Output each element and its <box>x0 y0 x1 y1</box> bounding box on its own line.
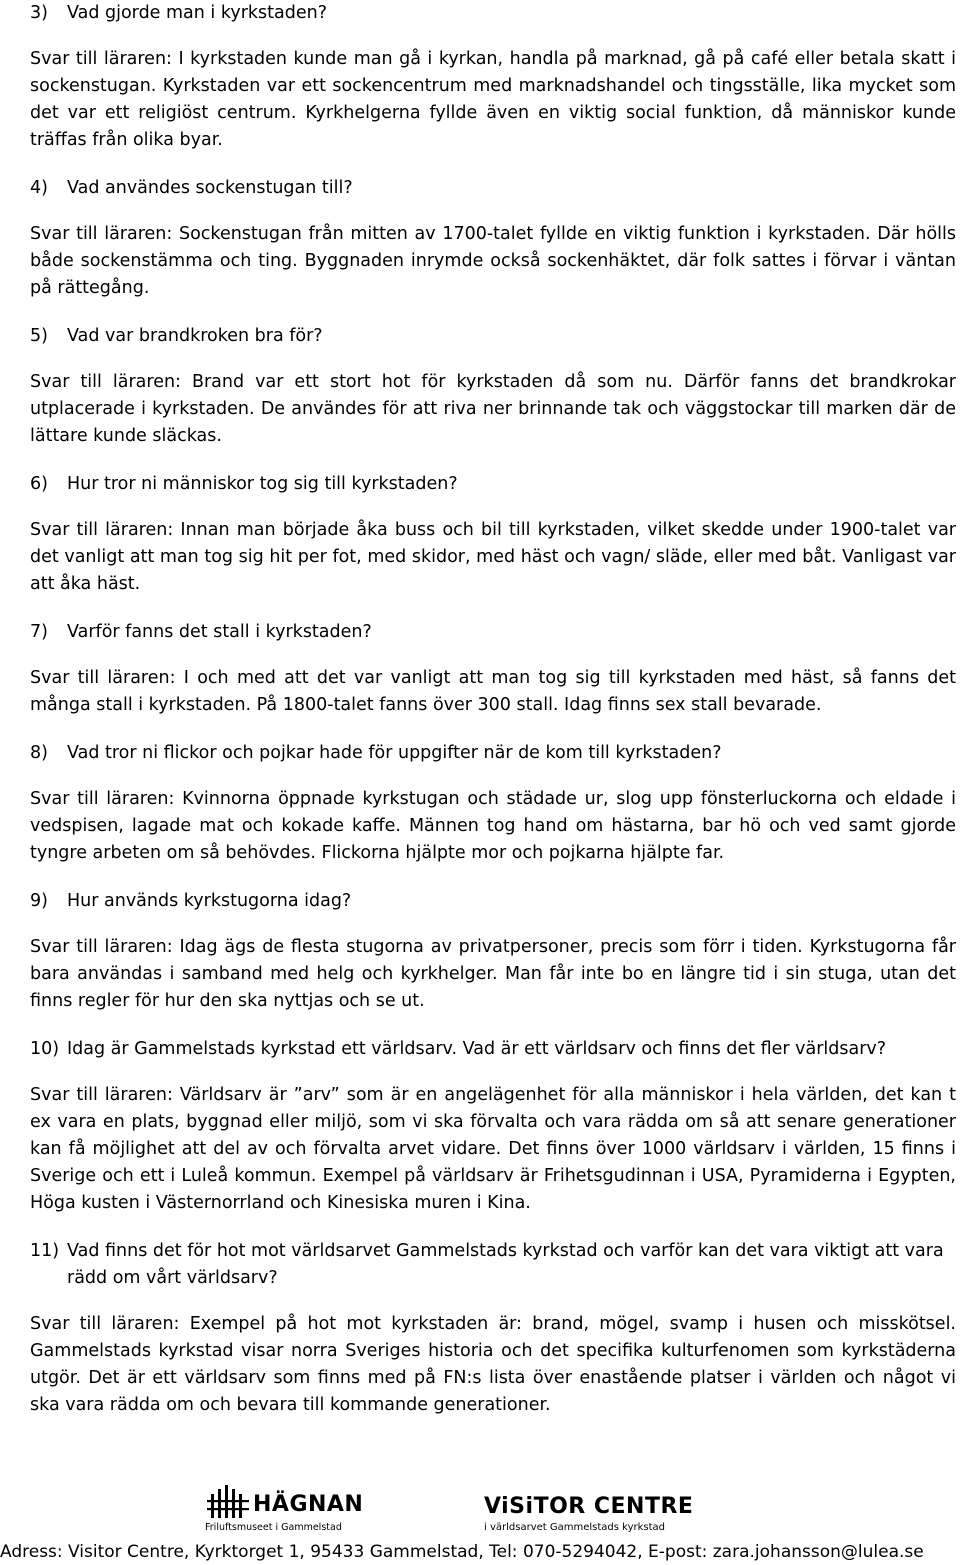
answer-7: Svar till läraren: I och med att det var vanligt att man tog sig till kyrkstaden med häst, så fanns det många stall i kyrkstaden. På 1800-talet fanns över 300 stall. Idag finns sex stall bevarade. <box>30 668 956 715</box>
answer-4: Svar till läraren: Sockenstugan från mitten av 1700-talet fyllde en viktig funktion i kyrkstaden. Där hölls både sockenstämma och ting. Byggnaden inrymde också sockenhäktet, där folk sattes i förvar i väntan på rättegång. <box>30 224 956 298</box>
question-text: Vad gjorde man i kyrkstaden? <box>67 3 328 23</box>
question-3 <box>30 0 956 27</box>
question-4 <box>30 175 956 202</box>
visitor-centre-subtitle: i världsarvet Gammelstads kyrkstad <box>484 1522 666 1533</box>
question-text: Varför fanns det stall i kyrkstaden? <box>67 622 372 642</box>
question-number: 11) <box>30 1241 60 1261</box>
question-5 <box>30 323 956 350</box>
visitor-centre-name: ViSiTOR CENTRE <box>484 1494 694 1519</box>
question-text: Vad finns det för hot mot världsarvet Gammelstads kyrkstad och varför kan det vara viktigt att vara rädd om vårt världsarv? <box>67 1241 944 1288</box>
answer-6: Svar till läraren: Innan man började åka buss och bil till kyrkstaden, vilket skedde under 1900-talet var det vanligt att man tog sig hit per fot, med skidor, med häst och vagn/ släde, eller med båt. Vanligast var att åka häst. <box>30 520 956 594</box>
question-11 <box>30 1238 956 1292</box>
question-text: Idag är Gammelstads kyrkstad ett världsarv. Vad är ett världsarv och finns det fler världsarv? <box>67 1039 887 1059</box>
question-text: Vad tror ni flickor och pojkar hade för uppgifter när de kom till kyrkstaden? <box>67 743 722 763</box>
logos-row <box>0 1482 960 1542</box>
answer-3: Svar till läraren: I kyrkstaden kunde man gå i kyrkan, handla på marknad, gå på café eller betala skatt i sockenstugan. Kyrkstaden var ett sockencentrum med marknadshandel och tingsställe, lika mycket som det var ett religiöst centrum. Kyrkhelgerna fyllde även en viktig social funktion, då människor kunde träffas från olika byar. <box>30 49 956 150</box>
question-number: 5) <box>30 326 48 346</box>
question-10 <box>30 1036 956 1063</box>
question-8 <box>30 740 956 767</box>
question-text: Hur tror ni människor tog sig till kyrkstaden? <box>67 474 458 494</box>
question-text: Vad användes sockenstugan till? <box>67 178 353 198</box>
question-6 <box>30 471 956 498</box>
question-text: Hur används kyrkstugorna idag? <box>67 891 352 911</box>
question-number: 9) <box>30 891 48 911</box>
question-number: 4) <box>30 178 48 198</box>
visitor-centre-logo <box>484 1494 694 1540</box>
question-9 <box>30 888 956 915</box>
question-number: 6) <box>30 474 48 494</box>
question-number: 3) <box>30 3 48 23</box>
footer-address: Adress: Visitor Centre, Kyrktorget 1, 95433 Gammelstad, Tel: 070-5294042, E-post: zara.johansson@lulea.se <box>0 1542 924 1562</box>
answer-9: Svar till läraren: Idag ägs de flesta stugorna av privatpersoner, precis som förr i tiden. Kyrkstugorna får bara användas i samband med helg och kyrkhelger. Man får inte bo en längre tid i sin stuga, utan det finns regler för hur den ska nyttjas och se ut. <box>30 937 956 1011</box>
hagnan-logo-icon <box>205 1484 253 1520</box>
question-number: 7) <box>30 622 48 642</box>
question-text: Vad var brandkroken bra för? <box>67 326 323 346</box>
question-7 <box>30 619 956 646</box>
answer-8: Svar till läraren: Kvinnorna öppnade kyrkstugan och städade ur, slog upp fönsterluckorna och eldade i vedspisen, lagade mat och kokade kaffe. Männen tog hand om hästarna, bar hö och ved samt gjorde tyngre arbeten om så behövdes. Flickorna hjälpte mor och pojkarna hjälpte far. <box>30 789 956 863</box>
answer-5: Svar till läraren: Brand var ett stort hot för kyrkstaden då som nu. Därför fanns det brandkrokar utplacerade i kyrkstaden. De användes för att riva ner brinnande tak och väggstockar till marken där de lättare kunde släckas. <box>30 372 956 446</box>
question-number: 8) <box>30 743 48 763</box>
document-body <box>30 0 956 1419</box>
answer-10: Svar till läraren: Världsarv är ”arv” som är en angelägenhet för alla människor i hela världen, det kan t ex vara en plats, byggnad eller miljö, som vi ska förvalta och vara rädda om så att senare generationer kan få möjlighet att del av och förvalta arvet vidare. Det finns över 1000 världsarv i världen, 15 finns i Sverige och ett i Luleå kommun. Exempel på världsarv är Frihetsgudinnan i USA, Pyramiderna i Egypten, Höga kusten i Västernorrland och Kinesiska muren i Kina. <box>30 1085 956 1213</box>
hagnan-logo <box>205 1482 364 1540</box>
answer-11: Svar till läraren: Exempel på hot mot kyrkstaden är: brand, mögel, svamp i husen och misskötsel. Gammelstads kyrkstad visar norra Sveriges historia och det specifika kulturfenomen som kyrkstäderna utgör. Det är ett världsarv som finns med på FN:s lista över enastående platser i världen och något vi ska vara rädda om och bevara till kommande generationer. <box>30 1314 956 1415</box>
hagnan-name: HÄGNAN <box>253 1492 364 1517</box>
question-number: 10) <box>30 1039 60 1059</box>
hagnan-subtitle: Friluftsmuseet i Gammelstad <box>205 1522 342 1533</box>
